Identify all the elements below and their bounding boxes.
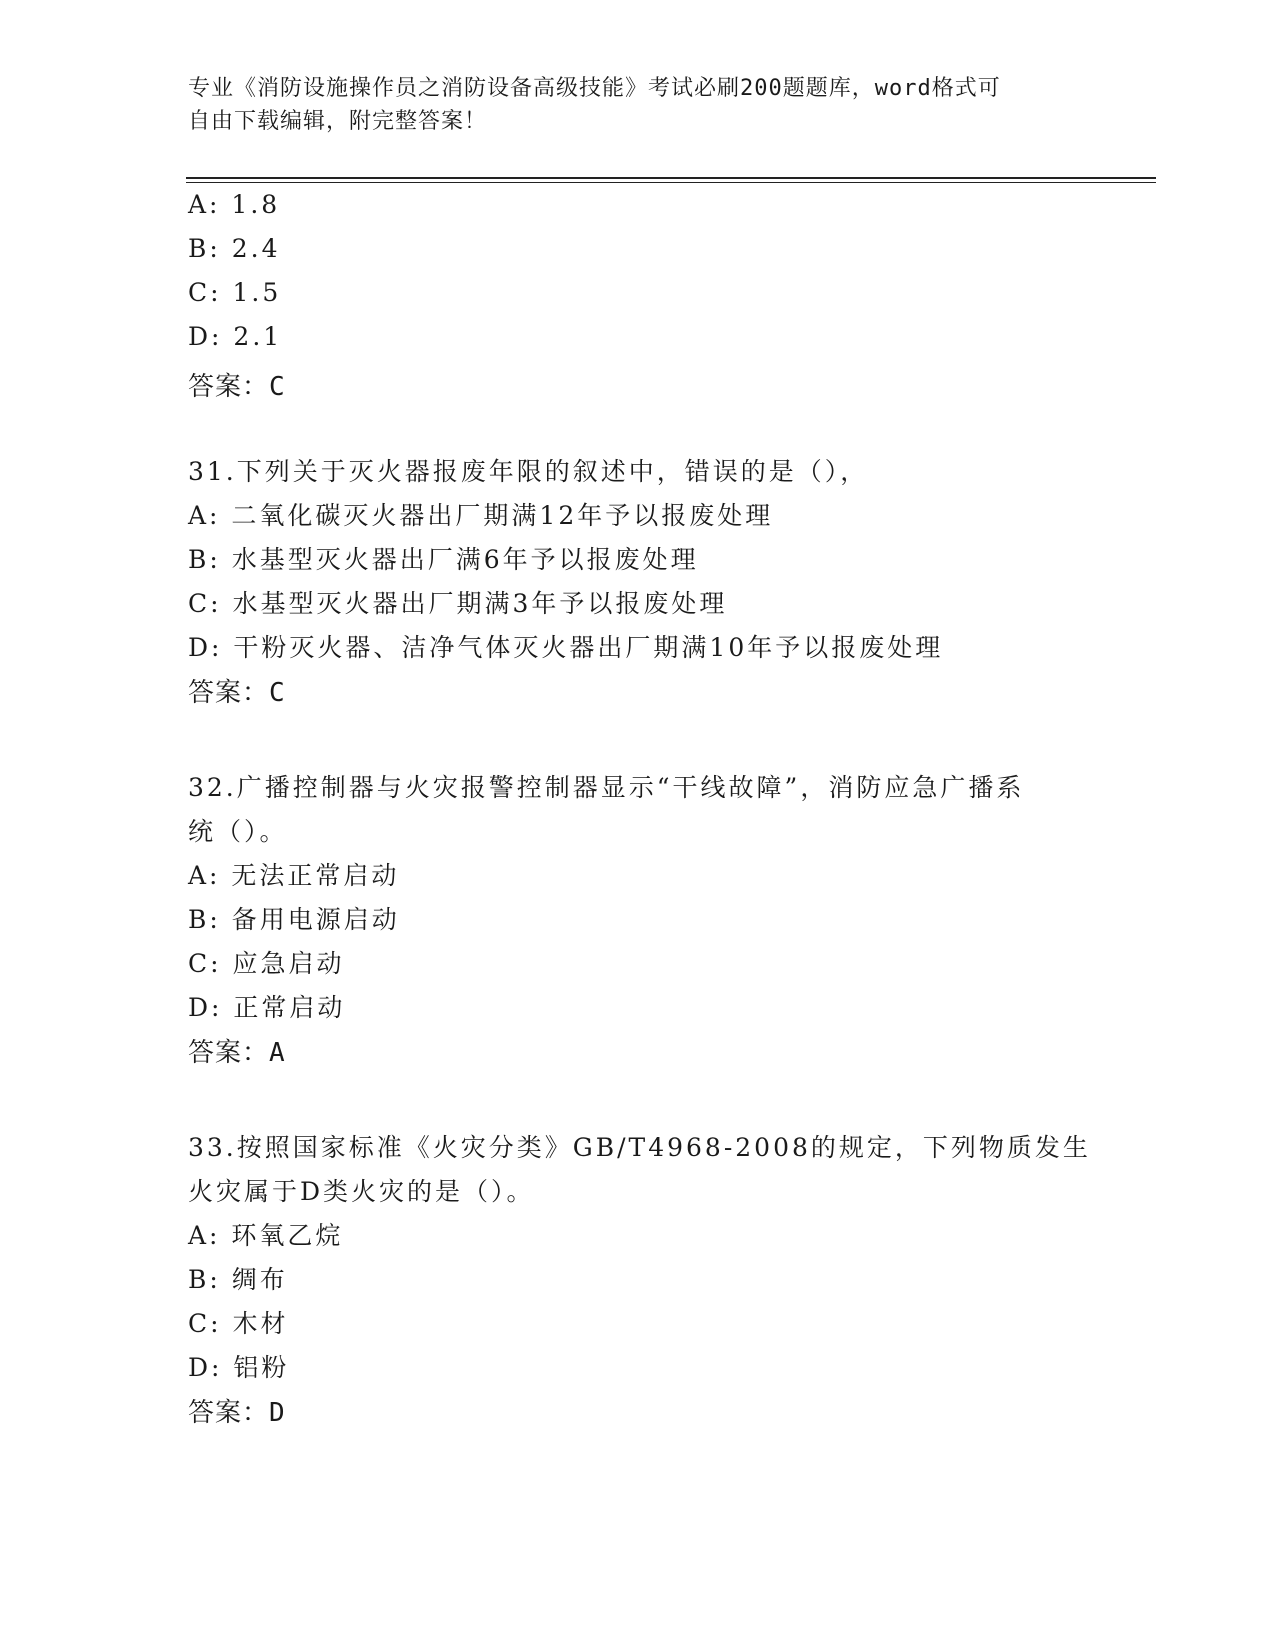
- q32-stem-line-2: 统（）。: [188, 817, 288, 846]
- prev-option-d: D: 2.1: [188, 322, 283, 351]
- prev-answer: 答案：C: [188, 372, 286, 402]
- q31-option-b: B: 水基型灭火器出厂满6年予以报废处理: [188, 545, 699, 574]
- document-header: [188, 72, 1088, 138]
- q33-answer: 答案：D: [188, 1398, 286, 1428]
- q33-stem-line-1: 33.按照国家标准《火灾分类》GB/T4968-2008的规定，下列物质发生: [188, 1133, 1091, 1162]
- header-divider-thick: [186, 177, 1156, 179]
- q32-answer: 答案：A: [188, 1038, 286, 1068]
- q31-stem: 31.下列关于灭火器报废年限的叙述中，错误的是（），: [188, 457, 869, 486]
- q32-stem-line-1: 32.广播控制器与火灾报警控制器显示“干线故障”，消防应急广播系: [188, 773, 1025, 802]
- q31-answer: 答案：C: [188, 678, 286, 708]
- prev-option-c: C: 1.5: [188, 278, 282, 307]
- q32-option-d: D: 正常启动: [188, 993, 346, 1022]
- q32-option-c: C: 应急启动: [188, 949, 345, 978]
- q31-option-a: A: 二氧化碳灭火器出厂期满12年予以报废处理: [188, 501, 774, 530]
- q31-option-c: C: 水基型灭火器出厂期满3年予以报废处理: [188, 589, 728, 618]
- q32-option-a: A: 无法正常启动: [188, 861, 400, 890]
- q33-option-d: D: 铝粉: [188, 1353, 290, 1382]
- q33-option-a: A: 环氧乙烷: [188, 1221, 344, 1250]
- header-line-1: 专业《消防设施操作员之消防设备高级技能》考试必刷200题题库，word格式可: [188, 76, 1001, 101]
- q32-option-b: B: 备用电源启动: [188, 905, 400, 934]
- header-divider-thin: [186, 182, 1156, 183]
- header-line-2: 自由下载编辑，附完整答案！: [188, 109, 488, 134]
- prev-option-b: B: 2.4: [188, 234, 281, 263]
- q33-option-c: C: 木材: [188, 1309, 289, 1338]
- q33-stem-line-2: 火灾属于D类火灾的是（）。: [188, 1177, 535, 1206]
- prev-option-a: A: 1.8: [188, 190, 281, 219]
- q31-option-d: D: 干粉灭火器、洁净气体灭火器出厂期满10年予以报废处理: [188, 633, 944, 662]
- q33-option-b: B: 绸布: [188, 1265, 288, 1294]
